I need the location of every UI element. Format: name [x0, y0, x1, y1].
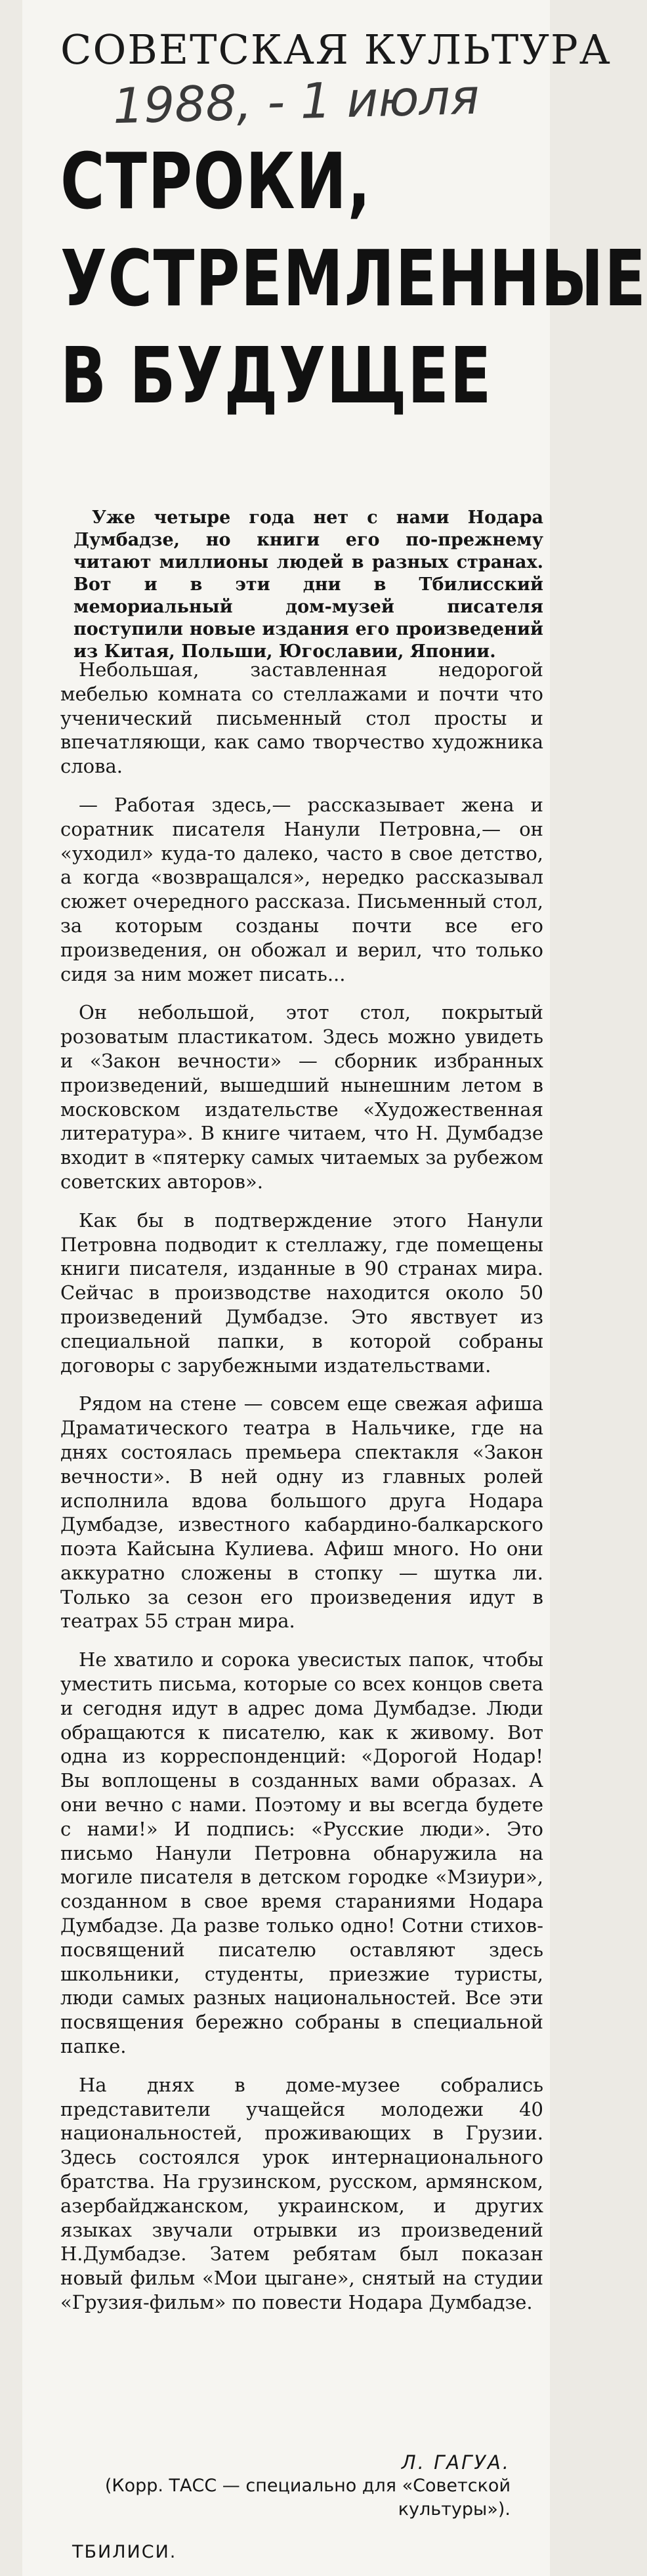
newspaper-masthead: СОВЕТСКАЯ КУЛЬТУРА — [60, 26, 612, 74]
headline-line-2: УСТРЕМЛЕННЫЕ — [60, 233, 647, 324]
article-lead: Уже четыре года нет с нами Нодара Думбадзе, но книги его по-прежнему читают миллионы людей в разных странах. Вот и в эти дни в Тбилисский мемориальный дом-музей писателя поступили новые издания его произведений из Китая, Польши, Югославии, Японии. — [73, 507, 543, 662]
article-paragraph-1: Небольшая, заставленная недорогой мебелью комната со стеллажами и почти что ученический письменный стол просты и впечатляющи, как само творчество художника слова. — [60, 658, 543, 778]
article-paragraph-4: Как бы в подтверждение этого Нанули Петровна подводит к стеллажу, где помещены книги писателя, изданные в 90 странах мира. Сейчас в производстве находится около 50 произведений Думбадзе. Это явствует из специальной папки, в которой собраны договоры с зарубежными издательствами. — [60, 1209, 543, 1377]
author-name: Л. ГАГУА. — [401, 2451, 511, 2474]
headline-line-1: СТРОКИ, — [60, 136, 372, 226]
newspaper-clipping — [22, 0, 647, 2576]
headline-line-3: В БУДУЩЕЕ — [60, 330, 493, 421]
article-dateline: ТБИЛИСИ. — [72, 2542, 177, 2562]
author-note: (Корр. ТАСС — специально для «Советской культуры»). — [104, 2476, 511, 2520]
article-paragraph-5: Рядом на стене — совсем еще свежая афиша Драматического театра в Нальчике, где на днях состоялась премьера спектакля «Закон вечности». В ней одну из главных ролей исполнила вдова большого друга Нодара Думбадзе, известного кабардино-балкарского поэта Кайсына Кулиева. Афиш много. Но они аккуратно сложены в стопку — шутка ли. Только за сезон его произведения идут в театрах 55 стран мира. — [60, 1392, 543, 1633]
article-headline — [60, 133, 647, 424]
article-paragraph-3: Он небольшой, этот стол, покрытый розоватым пластикатом. Здесь можно увидеть и «Закон вечности» — сборник избранных произведений, вышедший нынешним летом в московском издательстве «Художественная литература». В книге читаем, что Н. Думбадзе входит в «пятерку самых читаемых за рубежом советских авторов». — [60, 1001, 543, 1193]
article-paragraph-6: Не хватило и сорока увесистых папок, чтобы уместить письма, которые со всех концов света и сегодня идут в адрес дома Думбадзе. Люди обращаются к писателю, как к живому. Вот одна из корреспонденций: «Дорогой Нодар! Вы воплощены в созданных вами образах. А они вечно с нами. Поэтому и вы всегда будете с нами!» И подпись: «Русские люди». Это письмо Нанули Петровна обнаружила на могиле писателя в детском городке «Мзиури», созданном в свое время стараниями Нодара Думбадзе. Да разве только одно! Сотни стихов-посвящений писателю оставляют здесь школьники, студенты, приезжие туристы, люди самых разных национальностей. Все эти посвящения бережно собраны в специальной папке. — [60, 1648, 543, 2058]
article-paragraph-7: На днях в доме-музее собрались представители учащейся молодежи 40 национальностей, проживающих в Грузии. Здесь состоялся урок интернационального братства. На грузинском, русском, армянском, азербайджанском, украинском, и других языках звучали отрывки из произведений Н.Думбадзе. Затем ребятам был показан новый фильм «Мои цыгане», снятый на студии «Грузия-фильм» по повести Нодара Думбадзе. — [60, 2073, 543, 2313]
article-paragraph-2: — Работая здесь,— рассказывает жена и соратник писателя Нанули Петровна,— он «уходил» куда-то далеко, часто в свое детство, а когда «возвращался», нередко рассказывал сюжет очередного рассказа. Письменный стол, за которым созданы почти все его произведения, он обожал и верил, что только сидя за ним может писать... — [60, 793, 543, 985]
article-signature — [22, 2451, 511, 2522]
article-body — [60, 658, 543, 2329]
handwritten-date-note: 1988, - 1 июля — [112, 68, 480, 135]
